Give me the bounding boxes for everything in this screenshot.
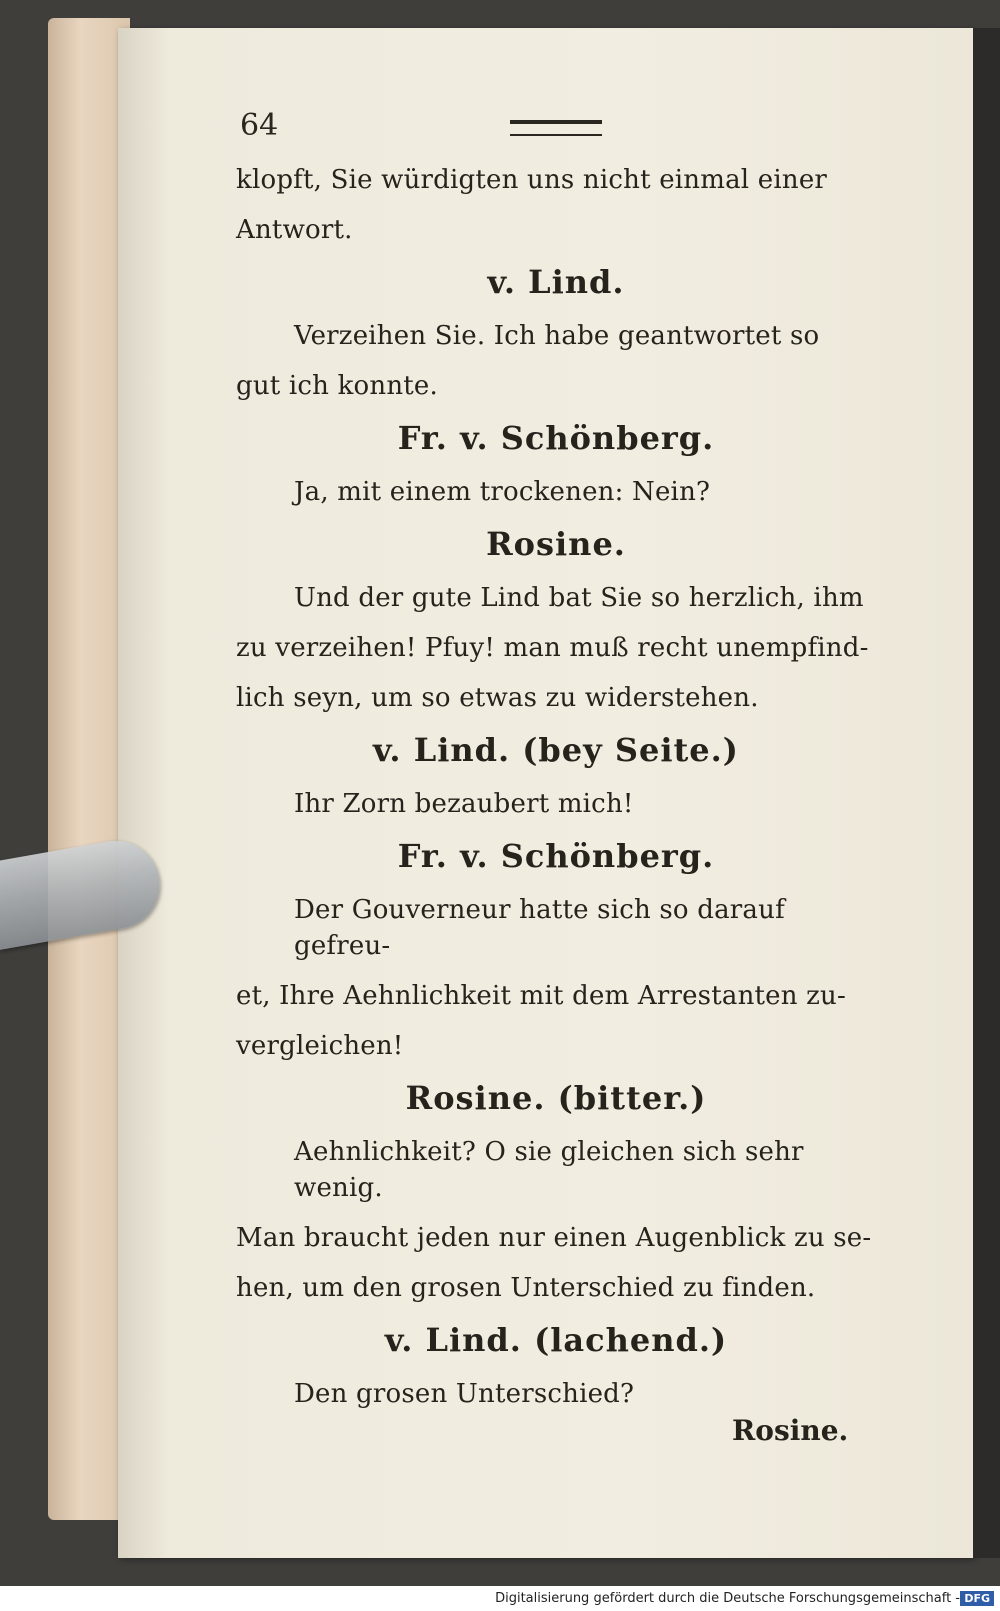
text-line: klopft, Sie würdigten uns nicht einmal einer — [236, 165, 828, 195]
header-rule — [510, 120, 602, 136]
text-line: Der Gouverneur hatte sich so darauf gefreu- — [294, 895, 785, 961]
text-line: hen, um den grosen Unterschied zu finden. — [236, 1273, 816, 1303]
speaker-heading: v. Lind. — [487, 263, 625, 301]
text-line: Und der gute Lind bat Sie so herzlich, ihm — [294, 583, 864, 613]
text-line: lich seyn, um so etwas zu widerstehen. — [236, 683, 759, 713]
text-line: Ja, mit einem trockenen: Nein? — [294, 477, 711, 507]
footer-credit: Digitalisierung gefördert durch die Deutsche Forschungsgemeinschaft - — [495, 1591, 960, 1606]
text-line: vergleichen! — [236, 1031, 404, 1061]
text-line: gut ich konnte. — [236, 371, 438, 401]
speaker-heading: v. Lind. (lachend.) — [384, 1321, 728, 1359]
speaker-heading: Rosine. — [486, 525, 626, 563]
text-line: Verzeihen Sie. Ich habe geantwortet so — [294, 321, 820, 351]
speaker-heading: Fr. v. Schönberg. — [397, 837, 715, 875]
speaker-heading: Fr. v. Schönberg. — [397, 419, 715, 457]
page-text — [236, 162, 876, 1426]
text-line: Man braucht jeden nur einen Augenblick zu se- — [236, 1223, 872, 1253]
text-line: Antwort. — [236, 215, 353, 245]
text-line: Ihr Zorn bezaubert mich! — [294, 789, 634, 819]
page-number: 64 — [240, 108, 279, 143]
text-line: zu verzeihen! Pfuy! man muß recht unempfind- — [236, 633, 869, 663]
text-line: et, Ihre Aehnlichkeit mit dem Arrestanten zu- — [236, 981, 846, 1011]
speaker-heading: v. Lind. (bey Seite.) — [373, 731, 739, 769]
dfg-logo: DFG — [960, 1591, 994, 1606]
text-line: Aehnlichkeit? O sie gleichen sich sehr wenig. — [294, 1137, 804, 1203]
binding-strip — [973, 28, 1000, 1558]
catchword: Rosine. — [732, 1414, 849, 1447]
speaker-heading: Rosine. (bitter.) — [405, 1079, 707, 1117]
footer-bar — [0, 1586, 1000, 1611]
text-line: Den grosen Unterschied? — [294, 1379, 635, 1409]
